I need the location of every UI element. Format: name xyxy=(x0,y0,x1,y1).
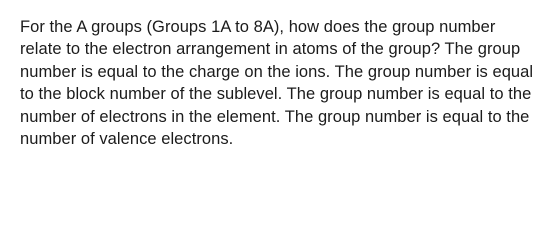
question-text: For the A groups (Groups 1A to 8A), how does the group number relate to the electron arrangement in atoms of the group? The group number is equal to the charge on the ions. The group number is equal to the block number of the sublevel. The group number is equal to the number of electrons in the element. The group number is equal to the number of valence electrons. xyxy=(20,18,534,149)
